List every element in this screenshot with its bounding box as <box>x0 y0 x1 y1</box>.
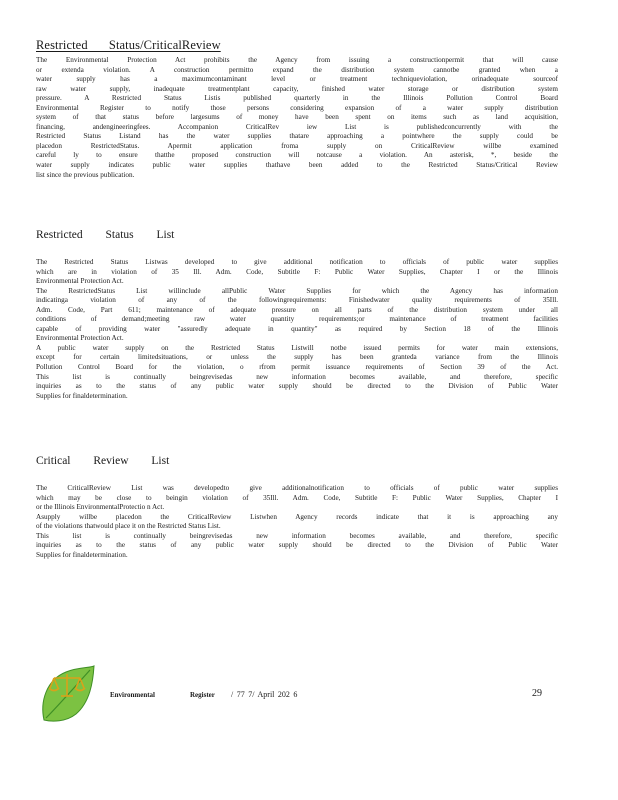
text-line: A public water supply on the Restricted Status Listwill notbe issued permits for water main extensions, <box>36 343 558 352</box>
section-heading-critical: Critical Review List <box>36 455 170 467</box>
leaf-scales-logo-icon <box>36 662 98 724</box>
text-line: Environmental Protection Act. <box>36 334 124 343</box>
text-line: The Restricted Status Listwas developed to give additional notification to officials of public water supplies <box>36 258 558 266</box>
text-line: inquiries as to the status of any public water supply should be directed to the Division of Public Water <box>36 541 558 550</box>
text-line: except for certain limitedsituations, or unless the supply has been granteda variance from the Illinois <box>36 353 558 362</box>
footer-issue: / 77 7/ April 202 6 <box>231 690 298 699</box>
text-line: Supplies for finaldetermination. <box>36 391 128 400</box>
text-line: Supplies for finaldetermination. <box>36 550 128 559</box>
text-line: conditions of demand;meeting raw water quantity requirements;or maintenance of treatment facilities <box>36 315 558 324</box>
text-line: Pollution Control Board for the violation, o rfrom permit issuance requirements of Section 39 of the Act. <box>36 363 558 372</box>
text-line: water supply indicates public water supplies thathave been added to the Restricted Status/Critical Review <box>36 161 558 170</box>
critical-review-paragraph <box>36 484 558 560</box>
text-line: list since the previous publication. <box>36 170 135 179</box>
text-line: Restricted Status Listand has the water supplies thatare approaching a pointwhere the supply could be <box>36 132 558 141</box>
text-line: financing, andengineeringfees. Accompanion CriticalRev iew List is publishedconcurrently with the <box>36 122 558 131</box>
text-line: placedon RestrictedStatus. Apermit application froma supply on CriticalReview willbe examined <box>36 141 558 150</box>
text-line: or the Illinois EnvironmentalProtectio n Act. <box>36 503 165 512</box>
text-line: Asupply willbe placedon the CriticalReview Listwhen Agency records indicate that it is approaching any <box>36 512 558 521</box>
text-line: careful ly to ensure thatthe proposed construction will notcause a violation. An asterisk, *, beside the <box>36 151 558 160</box>
text-line: Environmental Protection Act. <box>36 277 124 286</box>
text-line: inquiries as to the status of any public water supply should be directed to the Division of Public Water <box>36 382 558 391</box>
page-title: Restricted Status/CriticalReview <box>36 38 221 52</box>
text-line: The Environmental Protection Act prohibits the Agency from issuing a constructionpermit that will cause <box>36 56 558 64</box>
footer-publication: Environmental <box>110 691 155 699</box>
text-line: This list is continually beingrevisedas new information becomes available, and therefore, specific <box>36 531 558 540</box>
restricted-status-paragraph <box>36 258 558 401</box>
text-line: water supply has a maximumcontaminant level or treatment techniqueviolation, orinadequate sourceof <box>36 75 558 84</box>
text-line: raw water supply, inadequate treatmentplant capacity, finished water storage or distribution system <box>36 84 558 93</box>
text-line: Environmental Register to notify those persons considering expansion of a water supply distribution <box>36 103 558 112</box>
text-line: The RestrictedStatus List willinclude allPublic Water Supplies for which the Agency has information <box>36 286 558 295</box>
text-line: Adm. Code, Part 611; maintenance of adequate pressure on all parts of the distribution system under all <box>36 305 558 314</box>
footer-register: Register <box>190 691 215 699</box>
text-line: pressure. A Restricted Status Listis published quarterly in the Illinois Pollution Control Board <box>36 94 558 103</box>
text-line: indicatinga violation of any of the followingrequirements: Finishedwater quality requirements of 35Ill. <box>36 296 558 305</box>
text-line: which are in violation of 35 Ill. Adm. Code, Subtitle F: Public Water Supplies, Chapter I or the Illinois <box>36 267 558 276</box>
text-line: capable of providing water "assuredly adequate in quantity" as required by Section 18 of the Illinois <box>36 324 558 333</box>
text-line: of the violations thatwould place it on the Restricted Status List. <box>36 522 221 531</box>
page-number: 29 <box>532 688 542 699</box>
intro-paragraph <box>36 56 558 180</box>
text-line: system of that status before largesums of money have been spent on items such as land acquisition, <box>36 113 558 122</box>
text-line: This list is continually beingrevisedas new information becomes available, and therefore, specific <box>36 372 558 381</box>
text-line: or extenda violation. A construction permitto expand the distribution system cannotbe granted when a <box>36 65 558 74</box>
text-line: The CriticalReview List was developedto give additionalnotification to officials of public water supplies <box>36 484 558 492</box>
section-heading-restricted: Restricted Status List <box>36 229 175 241</box>
text-line: which may be close to beingin violation of 35Ill. Adm. Code, Subtitle F: Public Water Supplies, Chapter I <box>36 493 558 502</box>
